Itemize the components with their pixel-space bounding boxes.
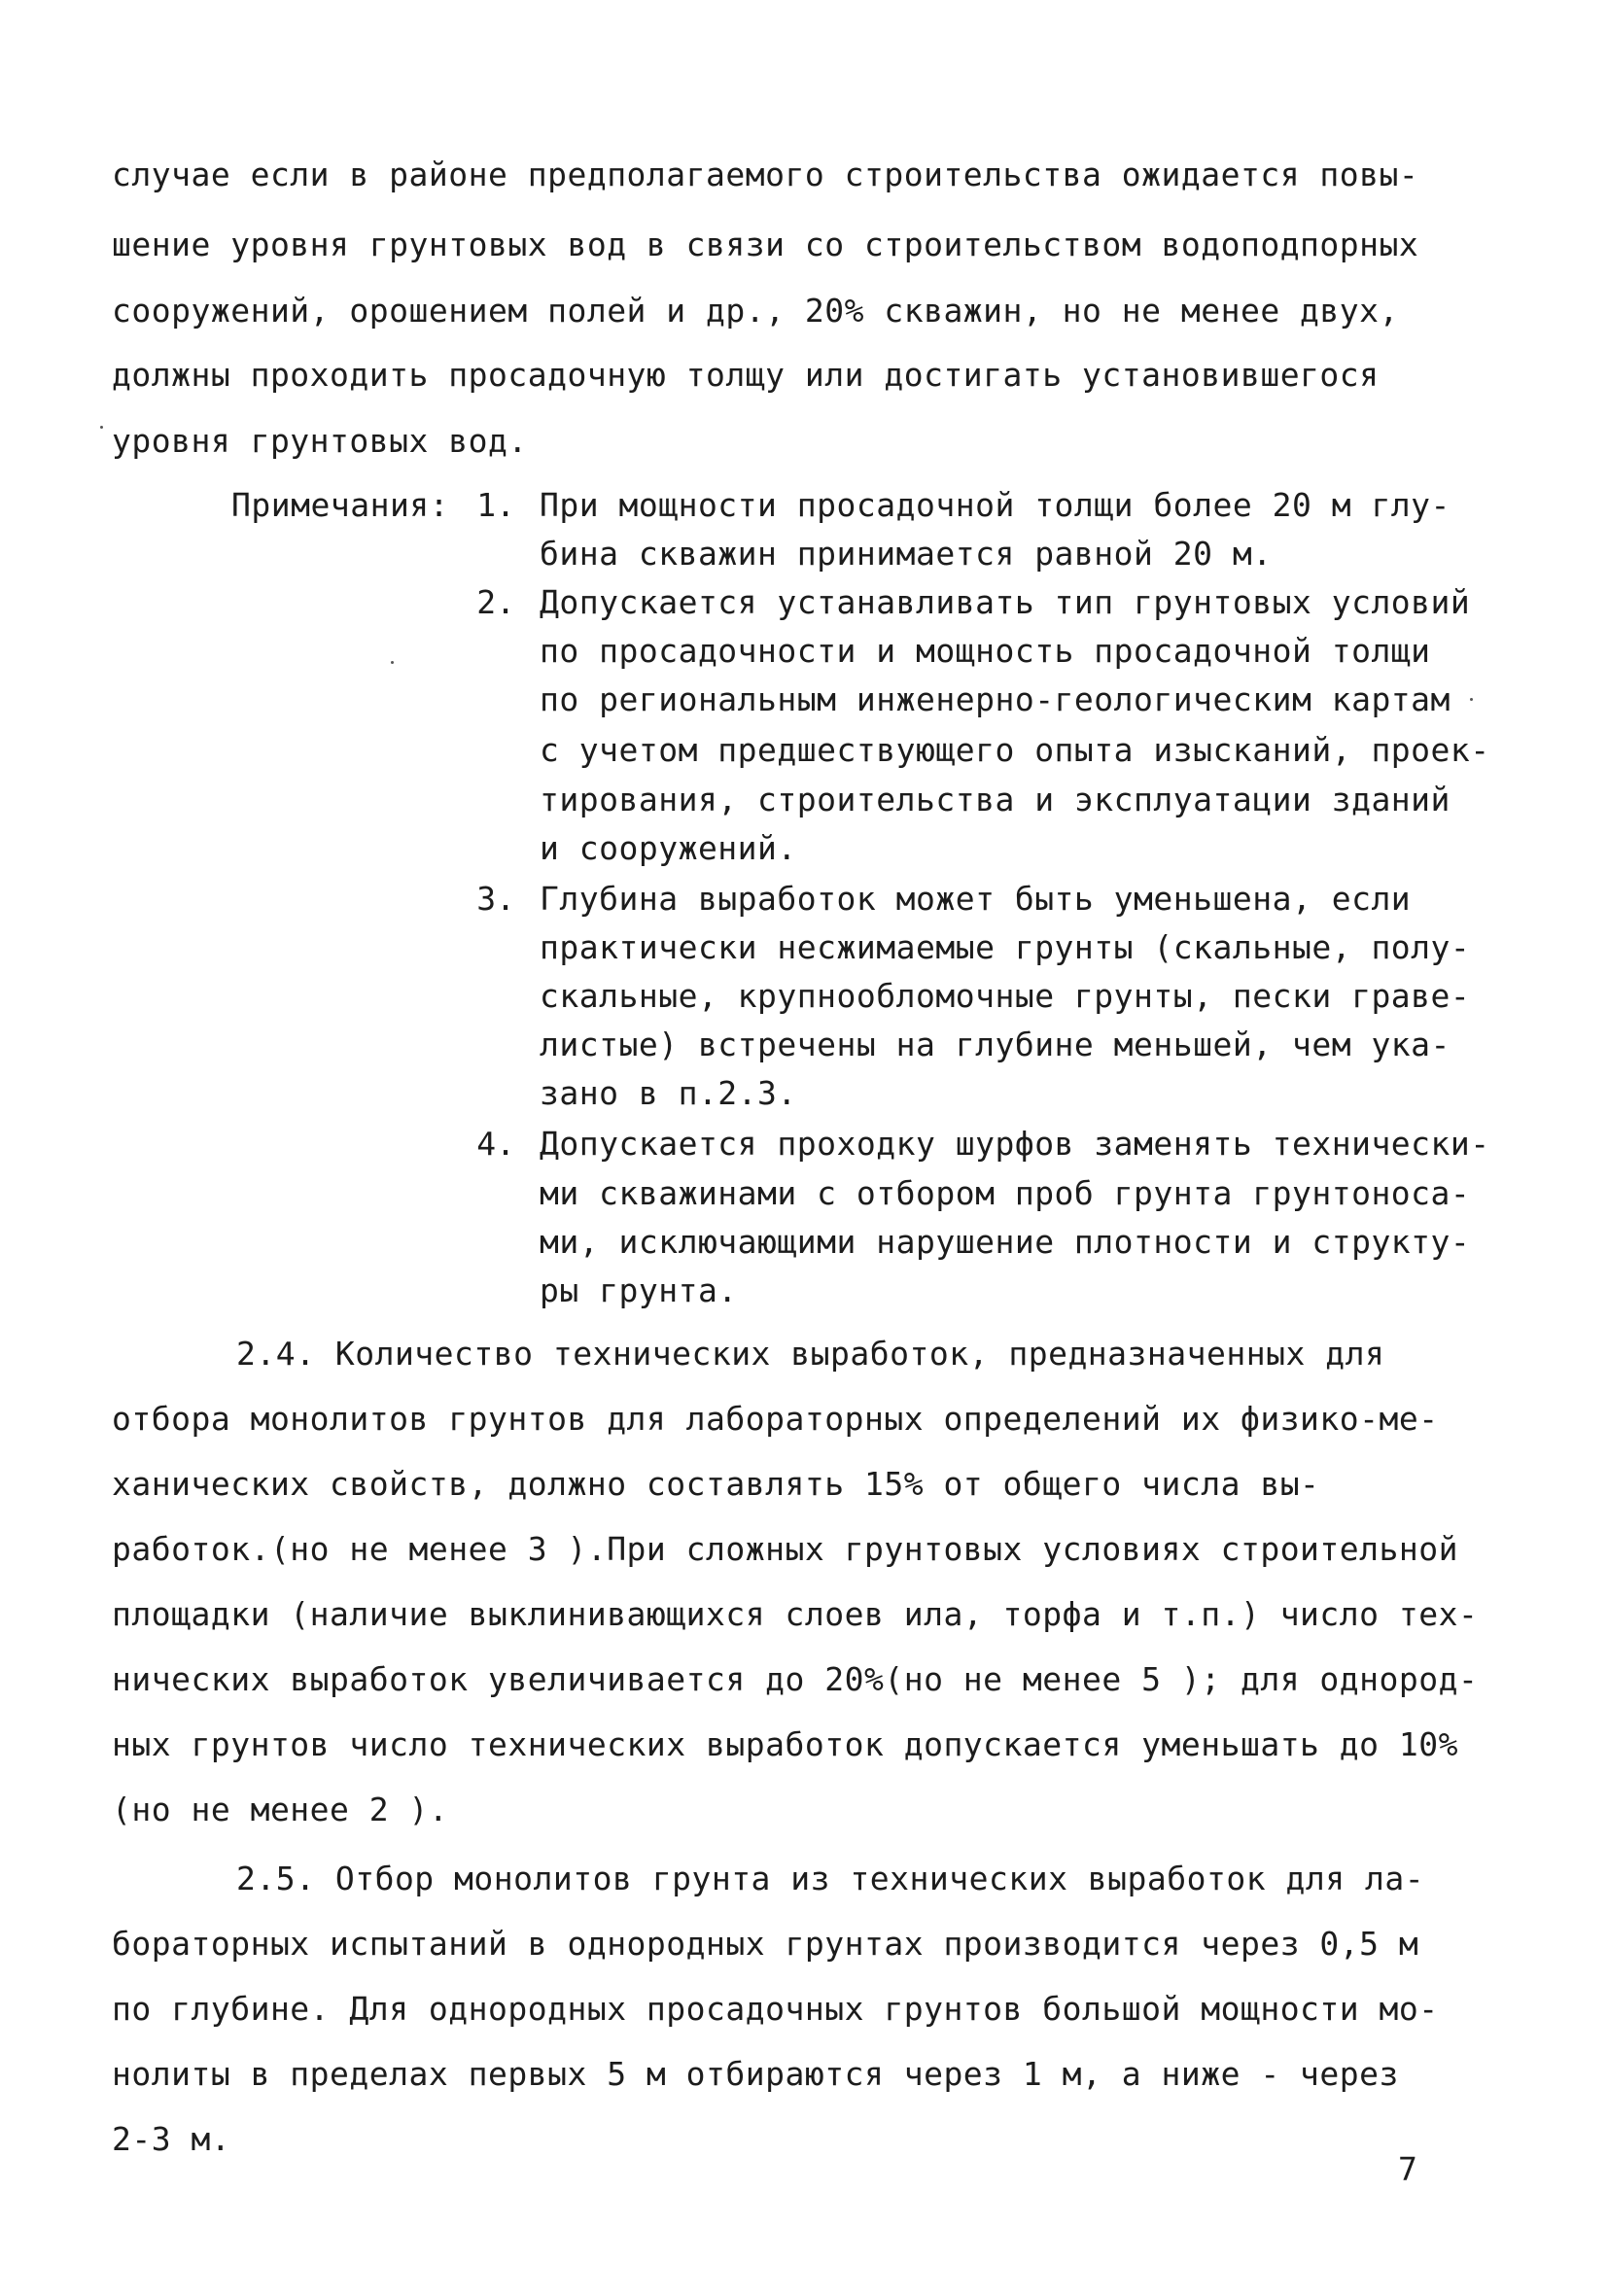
text-line: ханических свойств, должно составлять 15% от общего числа вы- bbox=[112, 1465, 1320, 1503]
note-line: тирования, строительства и эксплуатации зданий bbox=[540, 781, 1451, 818]
text-line: случае если в районе предполагаемого строительства ожидается повы- bbox=[112, 156, 1419, 193]
scan-speck bbox=[1470, 698, 1473, 701]
note-number: 4. bbox=[476, 1125, 515, 1163]
page-number: 7 bbox=[1398, 2150, 1418, 2188]
notes-heading: Примечания: bbox=[231, 486, 450, 524]
note-line: практически несжимаемые грунты (скальные, полу- bbox=[540, 928, 1471, 966]
note-line: по просадочности и мощность просадочной толщи bbox=[540, 632, 1431, 670]
text-line: (но не менее 2 ). bbox=[112, 1791, 449, 1828]
text-line: нолиты в пределах первых 5 м отбираются через 1 м, а ниже - через bbox=[112, 2055, 1399, 2093]
text-line: работок.(но не менее 3 ).При сложных грунтовых условиях строительной bbox=[112, 1530, 1459, 1568]
note-line: по региональным инженерно-геологическим картам bbox=[540, 680, 1451, 718]
text-line: по глубине. Для однородных просадочных грунтов большой мощности мо- bbox=[112, 1990, 1439, 2028]
text-line: бораторных испытаний в однородных грунтах производится через 0,5 м bbox=[112, 1925, 1419, 1963]
note-number: 3. bbox=[476, 880, 515, 918]
note-line: и сооружений. bbox=[540, 829, 797, 867]
text-line: 2.4. Количество технических выработок, предназначенных для bbox=[236, 1335, 1385, 1373]
text-line: площадки (наличие выклинивающихся слоев ила, торфа и т.п.) число тех- bbox=[112, 1595, 1479, 1633]
note-line: При мощности просадочной толщи более 20 м глу- bbox=[540, 486, 1451, 524]
note-number: 1. bbox=[476, 486, 515, 524]
note-line: ми, исключающими нарушение плотности и структу- bbox=[540, 1223, 1471, 1261]
note-line: с учетом предшествующего опыта изысканий, проек- bbox=[540, 731, 1490, 769]
note-number: 2. bbox=[476, 583, 515, 621]
text-line: 2-3 м. bbox=[112, 2120, 231, 2158]
text-line: отбора монолитов грунтов для лабораторных определений их физико-ме- bbox=[112, 1400, 1439, 1438]
note-line: листые) встречены на глубине меньшей, чем ука- bbox=[540, 1026, 1451, 1063]
text-line: 2.5. Отбор монолитов грунта из технических выработок для ла- bbox=[236, 1860, 1425, 1897]
text-line: уровня грунтовых вод. bbox=[112, 422, 528, 460]
scan-speck bbox=[391, 661, 394, 664]
text-line: нических выработок увеличивается до 20%(но не менее 5 ); для однород- bbox=[112, 1660, 1479, 1698]
note-line: Допускается проходку шурфов заменять технически- bbox=[540, 1125, 1490, 1163]
note-line: Глубина выработок может быть уменьшена, если bbox=[540, 880, 1412, 918]
note-line: ми скважинами с отбором проб грунта грунтоноса- bbox=[540, 1174, 1471, 1212]
scan-speck bbox=[100, 426, 103, 429]
text-line: должны проходить просадочную толщу или достигать установившегося bbox=[112, 356, 1380, 394]
note-line: Допускается устанавливать тип грунтовых условий bbox=[540, 583, 1471, 621]
text-line: шение уровня грунтовых вод в связи со строительством водоподпорных bbox=[112, 226, 1419, 263]
note-line: ры грунта. bbox=[540, 1271, 738, 1309]
text-line: сооружений, орошением полей и др., 20% скважин, но не менее двух, bbox=[112, 292, 1399, 330]
note-line: бина скважин принимается равной 20 м. bbox=[540, 535, 1273, 573]
note-line: скальные, крупнообломочные грунты, пески граве- bbox=[540, 977, 1471, 1015]
text-line: ных грунтов число технических выработок допускается уменьшать до 10% bbox=[112, 1725, 1459, 1763]
note-line: зано в п.2.3. bbox=[540, 1074, 797, 1112]
